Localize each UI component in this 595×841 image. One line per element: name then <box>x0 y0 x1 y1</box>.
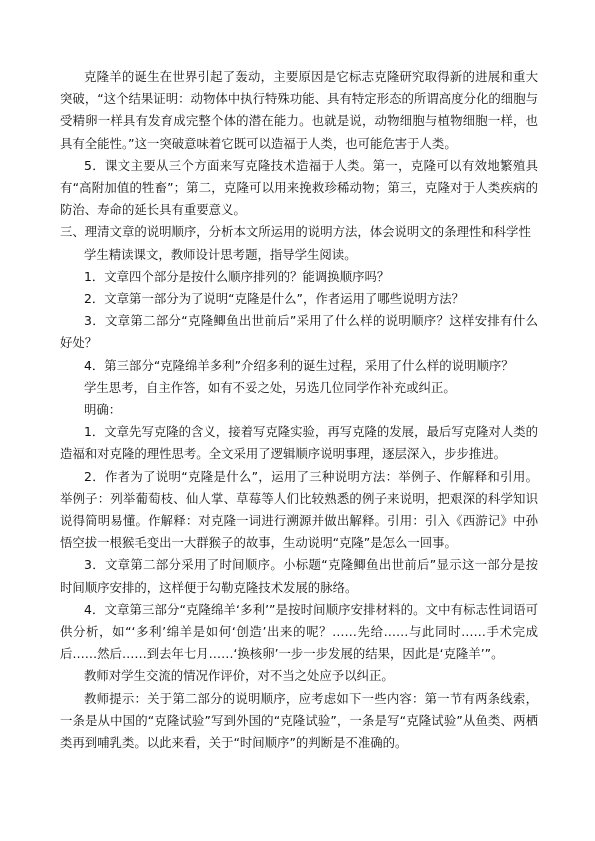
question-1: 1．文章四个部分是按什么顺序排列的？能调换顺序吗？ <box>84 268 390 284</box>
paragraph-reading-instruction: 学生精读课文，教师设计思考题，指导学生阅读。 <box>84 246 357 262</box>
answer-3: 3．文章第二部分采用了时间顺序。小标题“克隆鲫鱼出世前后”显示这一部分是按时间顺序安排的，这样便于勾勒克隆技术发展的脉络。 <box>60 557 538 595</box>
paragraph-teacher-hint: 教师提示：关于第二部分的说明顺序，应考虑如下一些内容：第一节有两条线索，一条是从中国的“克隆试验”写到外国的“克隆试验”，一条是写“克隆试验”从鱼类、两栖类再到哺乳类。以此来看，关于“时间顺序”的判断是不准确的。 <box>60 690 538 751</box>
section-heading-3: 三、理清文章的说明顺序，分析本文所运用的说明方法，体会说明文的条理性和科学性 <box>60 224 531 240</box>
question-2: 2．文章第一部分为了说明“克隆是什么”，作者运用了哪些说明方法？ <box>84 291 465 307</box>
document-page <box>60 66 538 754</box>
answer-1: 1．文章先写克隆的含义，接着写克隆实验，再写克隆的发展，最后写克隆对人类的造福和对克隆的理性思考。全文采用了逻辑顺序说明事理，逐层深入，步步推进。 <box>60 424 538 462</box>
question-4: 4．第三部分“克隆绵羊多利”介绍多利的诞生过程，采用了什么样的说明顺序？ <box>84 357 514 373</box>
paragraph-student-thinking: 学生思考，自主作答，如有不妥之处，另选几位同学作补充或纠正。 <box>84 379 456 395</box>
answer-4: 4．文章第三部分“克隆绵羊‘多利’”是按时间顺序安排材料的。文中有标志性词语可供分析，如“‘多利’绵羊是如何‘创造’出来的呢？……先给……与此同时……手术完成后……然后……到去年七月……‘换核卵’一步一步发展的结果，因此是‘克隆羊’”。 <box>60 601 538 662</box>
paragraph-point-5: 5．课文主要从三个方面来写克隆技术造福于人类。第一，克隆可以有效地繁殖具有“高附加值的牲畜”；第二，克隆可以用来挽救珍稀动物；第三，克隆对于人类疾病的防治、寿命的延长具有重要意义。 <box>60 157 538 218</box>
answer-2: 2．作者为了说明“克隆是什么”，运用了三种说明方法：举例子、作解释和引用。举例子：列举葡萄枝、仙人掌、草莓等人们比较熟悉的例子来说明，把艰深的科学知识说得简明易懂。作解释：对克隆一词进行溯源并做出解释。引用：引入《西游记》中孙悟空拔一根猴毛变出一大群猴子的故事，生动说明“克隆”是怎么一回事。 <box>60 468 538 551</box>
question-3: 3．文章第二部分“克隆鲫鱼出世前后”采用了什么样的说明顺序？这样安排有什么好处？ <box>60 313 538 351</box>
paragraph-cloned-sheep-significance: 克隆羊的诞生在世界引起了轰动，主要原因是它标志克隆研究取得新的进展和重大突破，“这个结果证明：动物体中执行特殊功能、具有特定形态的所谓高度分化的细胞与受精卵一样具有发育成完整个体的潜在能力。也就是说，动物细胞与植物细胞一样，也具有全能性。”这一突破意味着它既可以造福于人类，也可能危害于人类。 <box>60 69 538 151</box>
label-clarify: 明确： <box>84 402 122 418</box>
paragraph-teacher-evaluation: 教师对学生交流的情况作评价，对不当之处应予以纠正。 <box>84 668 394 684</box>
